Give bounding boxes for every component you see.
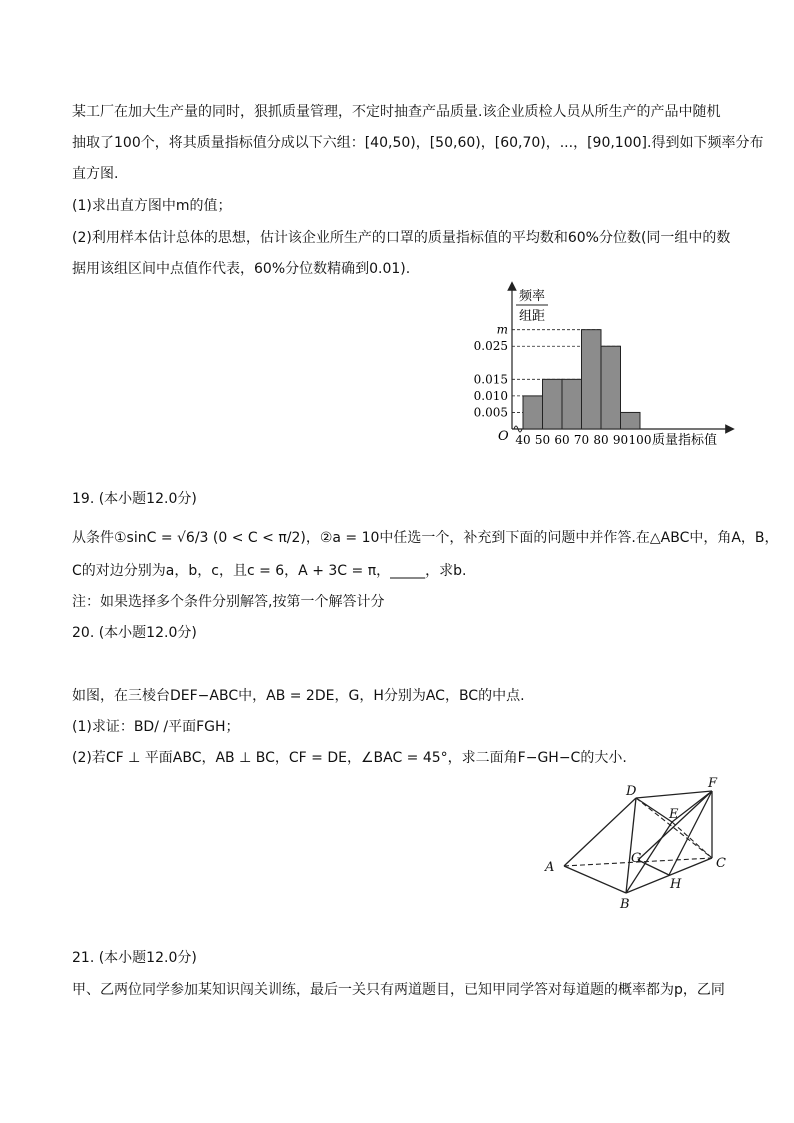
x-tick-label: 60: [554, 433, 570, 447]
histogram-bar: [601, 346, 621, 429]
x-tick-label: 40: [515, 433, 531, 447]
q19-header: 19. (本小题12.0分): [72, 491, 197, 507]
x-tick-label: 100: [628, 433, 652, 447]
frequency-histogram: [440, 278, 740, 456]
histogram-bar: [582, 330, 602, 429]
q19-line-1: 从条件①sinC = √6/3 (0 < C < π/2)，②a = 10中任选一个，补充到下面的问题中并作答.在△ABC中，角A，B，: [72, 530, 779, 546]
q19-note: 注：如果选择多个条件分别解答,按第一个解答计分: [72, 594, 385, 610]
y-tick-label: 0.025: [473, 339, 508, 354]
y-tick-label: 0.005: [473, 405, 508, 420]
vertex-label-d: D: [626, 784, 637, 799]
origin-label: O: [498, 429, 509, 444]
x-axis-label: 质量指标值: [652, 433, 718, 448]
q21-header: 21. (本小题12.0分): [72, 950, 197, 966]
q21-line-1: 甲、乙两位同学参加某知识闯关训练，最后一关只有两道题目，已知甲同学答对每道题的概率都为p，乙同: [72, 982, 725, 998]
histogram-bar: [562, 379, 582, 429]
q18-part-2a: (2)利用样本估计总体的思想，估计该企业所生产的口罩的质量指标值的平均数和60%分位数(同一组中的数: [72, 230, 731, 246]
q18-line-2: 抽取了100个，将其质量指标值分成以下六组：[40,50)，[50,60)，[60,70)，...，[90,100].得到如下频率分布: [72, 135, 764, 151]
y-tick-label: 0.015: [473, 372, 508, 387]
vertex-label-f: F: [708, 776, 718, 791]
x-tick-label: 50: [534, 433, 551, 447]
q18-part-2b: 据用该组区间中点值作代表，60%分位数精确到0.01).: [72, 261, 411, 277]
x-tick-label: 80: [593, 433, 609, 447]
q18-line-3: 直方图.: [72, 166, 119, 182]
q18-line-1: 某工厂在加大生产量的同时，狠抓质量管理，不定时抽查产品质量.该企业质检人员从所生产的产品中随机: [72, 104, 721, 120]
q20-header: 20. (本小题12.0分): [72, 625, 197, 641]
q20-line-1: 如图，在三棱台DEF−ABC中，AB = 2DE，G，H分别为AC，BC的中点.: [72, 688, 525, 704]
y-tick-label: m: [496, 322, 508, 337]
q20-line-2: (1)求证：BD/ /平面FGH；: [72, 719, 240, 735]
y-label-numerator: 频率: [518, 289, 546, 304]
vertex-label-c: C: [716, 856, 726, 871]
q20-line-3: (2)若CF ⊥ 平面ABC，AB ⊥ BC，CF = DE，∠BAC = 45°，求二面角F−GH−C的大小.: [72, 750, 627, 766]
histogram-bar: [621, 412, 641, 429]
vertex-label-b: B: [620, 897, 630, 912]
histogram-bar: [543, 379, 563, 429]
x-tick-label: 70: [573, 433, 590, 447]
vertex-label-g: G: [631, 851, 642, 866]
histogram-bar: [523, 396, 543, 429]
y-tick-label: 0.010: [473, 388, 508, 403]
vertex-label-a: A: [545, 860, 555, 875]
frustum-figure: [540, 772, 740, 912]
y-label-denominator: 组距: [518, 309, 546, 324]
vertex-label-h: H: [670, 877, 682, 892]
x-tick-label: 90: [612, 433, 629, 447]
q18-part-1: (1)求出直方图中m的值；: [72, 198, 232, 214]
vertex-label-e: E: [669, 807, 679, 822]
q19-line-2: C的对边分别为a，b，c，且c = 6，A + 3C = π，_____，求b.: [72, 563, 467, 579]
